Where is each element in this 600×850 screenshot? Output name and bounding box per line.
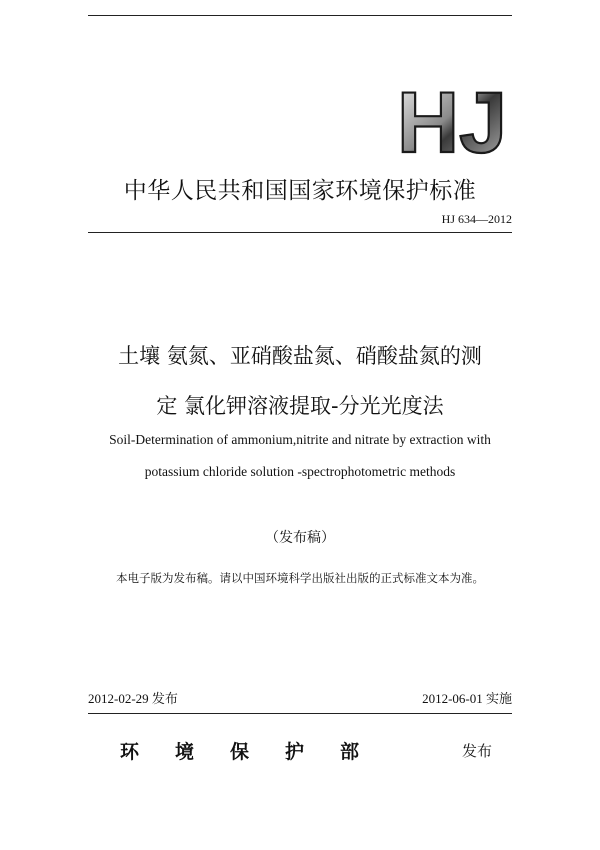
footer-rule bbox=[88, 713, 512, 714]
top-rule bbox=[88, 15, 512, 16]
organization-title: 中华人民共和国国家环境保护标准 bbox=[123, 178, 477, 204]
publisher-name: 环境保护部 bbox=[120, 741, 396, 763]
hj-logo bbox=[396, 82, 508, 160]
issue-date: 2012-02-29 发布 bbox=[88, 691, 178, 706]
implement-date: 2012-06-01 实施 bbox=[422, 691, 512, 706]
release-note: 本电子版为发布稿。请以中国环境科学出版社出版的正式标准文本为准。 bbox=[116, 571, 484, 585]
chinese-title-line-1: 土壤 氨氮、亚硝酸盐氮、硝酸盐氮的测 bbox=[118, 344, 482, 368]
english-title-line-2: potassium chloride solution -spectrophotometric methods bbox=[144, 464, 456, 479]
chinese-title-line-2: 定 氯化钾溶液提取-分光光度法 bbox=[156, 394, 444, 418]
standard-code: HJ 634—2012 bbox=[441, 212, 512, 226]
hj-logo-text: HJ bbox=[397, 82, 507, 160]
publisher-suffix: 发布 bbox=[462, 742, 493, 760]
draft-label: （发布稿） bbox=[265, 530, 335, 546]
header-rule bbox=[88, 232, 512, 233]
english-title-line-1: Soil-Determination of ammonium,nitrite and nitrate by extraction with bbox=[109, 432, 491, 447]
